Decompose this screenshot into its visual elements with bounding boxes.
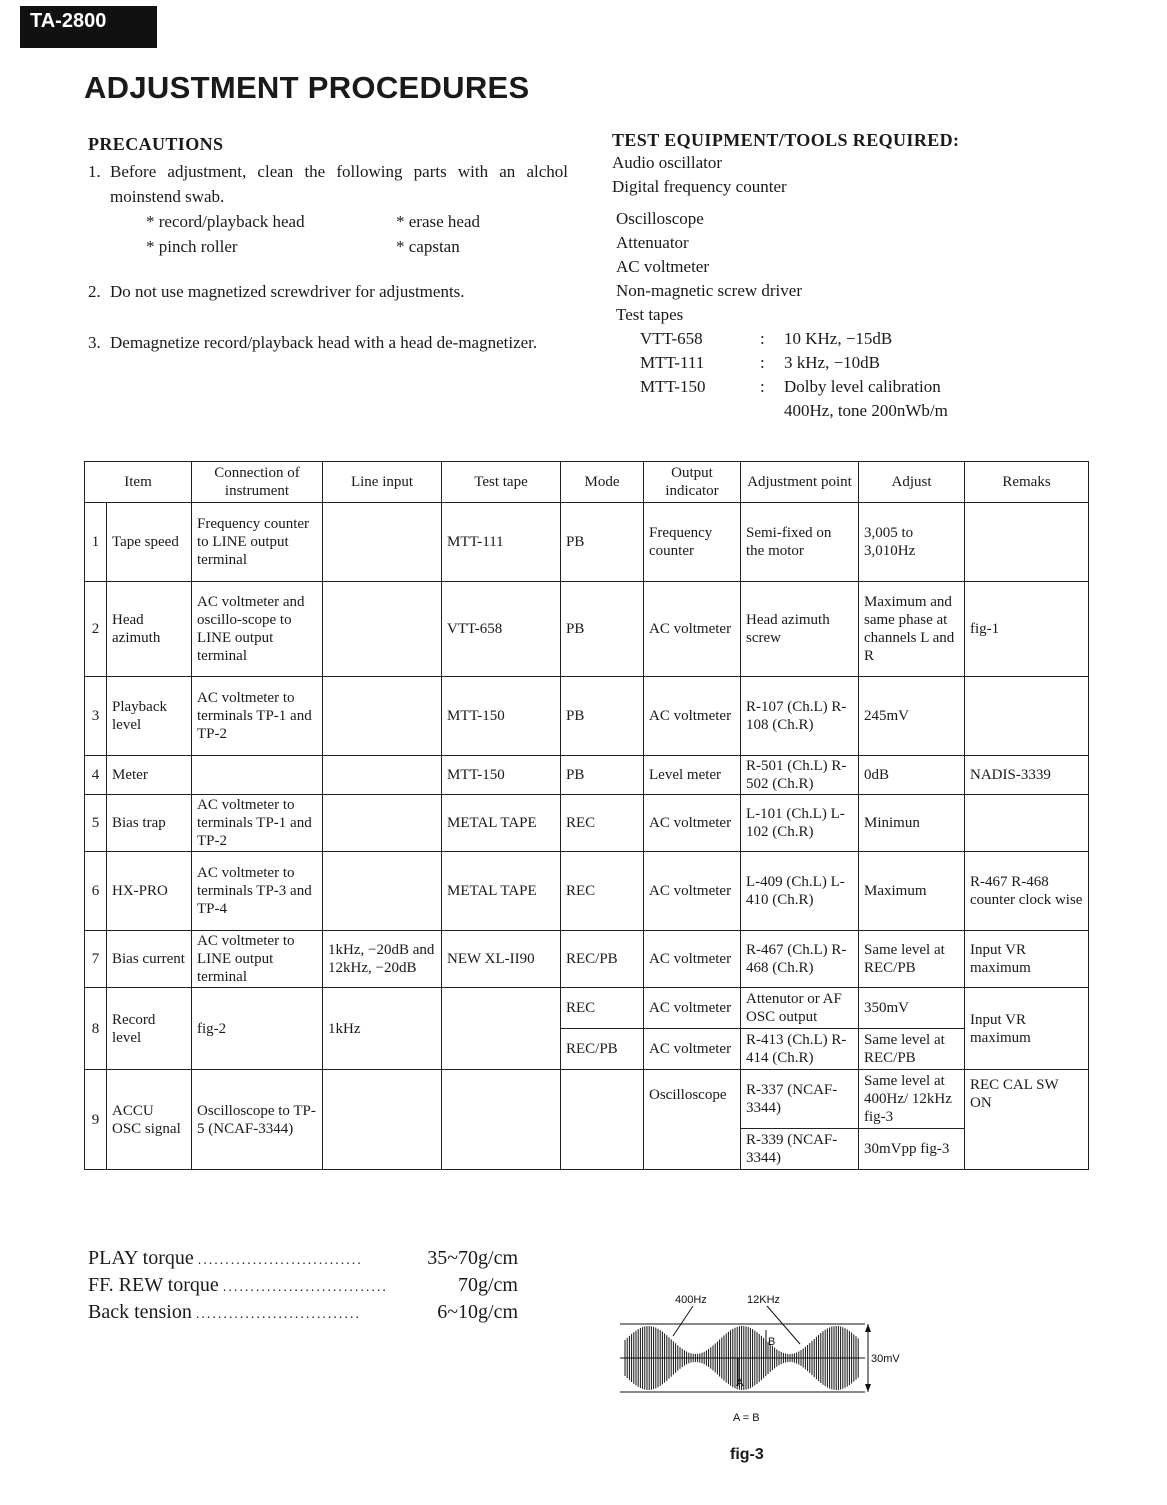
col-header: Connection of instrument [192, 462, 323, 503]
cell-remark: Input VR maximum [965, 988, 1089, 1070]
table-row [85, 503, 1089, 582]
precaution-text: Do not use magnetized screwdriver for adjustments. [110, 282, 465, 301]
cell-test-tape [442, 988, 561, 1070]
cell-remark: REC CAL SW ON [965, 1070, 1089, 1170]
cell-mode [561, 1070, 644, 1170]
label-400hz: 400Hz [675, 1294, 707, 1306]
cell-mode: REC [561, 852, 644, 931]
precaution-number: 2. [88, 282, 101, 301]
cell-point: Attenutor or AF OSC output [741, 988, 859, 1029]
cell-connection [192, 756, 323, 795]
cell-adjust: Same level at REC/PB [859, 931, 965, 988]
cell-point: R-107 (Ch.L) R-108 (Ch.R) [741, 677, 859, 756]
table-row [85, 756, 1089, 795]
spec-value: 6~10g/cm [437, 1301, 518, 1323]
label-12khz: 12KHz [747, 1294, 781, 1306]
col-header: Test tape [442, 462, 561, 503]
cell-num: 5 [85, 795, 107, 852]
cell-mode: PB [561, 582, 644, 677]
cell-mode: REC/PB [561, 931, 644, 988]
cell-mode: PB [561, 756, 644, 795]
tape-name: MTT-111 [640, 353, 705, 372]
cell-num: 1 [85, 503, 107, 582]
cell-adjust: 0dB [859, 756, 965, 795]
precaution-item [88, 330, 568, 355]
table-row [85, 852, 1089, 931]
cell-test-tape: METAL TAPE [442, 795, 561, 852]
equipment-item: Test tapes [616, 305, 684, 324]
figure-caption: fig-3 [730, 1446, 764, 1463]
cell-mode: REC [561, 988, 644, 1029]
part-item: * pinch roller [146, 237, 238, 256]
test-tape-list [640, 327, 1032, 423]
spec-row [88, 1273, 518, 1300]
cell-output: Level meter [644, 756, 741, 795]
col-header: Remaks [965, 462, 1089, 503]
cell-remark [965, 795, 1089, 852]
spec-leader: .............................. [195, 1307, 361, 1322]
table-row [85, 582, 1089, 677]
pointer-400hz [673, 1306, 693, 1336]
cell-point: R-339 (NCAF-3344) [741, 1129, 859, 1170]
cell-connection: AC voltmeter and oscillo-scope to LINE output terminal [192, 582, 323, 677]
cell-mode: REC [561, 795, 644, 852]
cell-item: Bias trap [107, 795, 192, 852]
label-30mv: 30mV [871, 1353, 900, 1365]
cell-connection: AC voltmeter to LINE output terminal [192, 931, 323, 988]
spec-label: PLAY torque [88, 1247, 194, 1269]
cell-test-tape: NEW XL-II90 [442, 931, 561, 988]
cell-item: Playback level [107, 677, 192, 756]
cell-connection: AC voltmeter to terminals TP-1 and TP-2 [192, 677, 323, 756]
cell-num: 3 [85, 677, 107, 756]
cell-point: R-501 (Ch.L) R-502 (Ch.R) [741, 756, 859, 795]
cell-point: L-101 (Ch.L) L-102 (Ch.R) [741, 795, 859, 852]
cell-connection: AC voltmeter to terminals TP-3 and TP-4 [192, 852, 323, 931]
col-header: Adjust [859, 462, 965, 503]
cell-test-tape: METAL TAPE [442, 852, 561, 931]
precaution-text: Before adjustment, clean the following parts with an alchol moinstend swab. [110, 162, 568, 206]
tape-sep: : [760, 329, 765, 348]
cell-item: Tape speed [107, 503, 192, 582]
spec-row [88, 1300, 518, 1327]
arrow-up-icon [865, 1324, 871, 1332]
cell-point: Semi-fixed on the motor [741, 503, 859, 582]
table-row [85, 988, 1089, 1029]
cell-adjust: 30mVpp fig-3 [859, 1129, 965, 1170]
precautions-section [88, 134, 568, 355]
adjustment-table [84, 461, 1089, 1170]
cell-test-tape [442, 1070, 561, 1170]
precautions-heading: PRECAUTIONS [88, 134, 224, 154]
col-header: Item [85, 462, 192, 503]
precaution-item [88, 279, 568, 304]
cell-connection: Oscilloscope to TP-5 (NCAF-3344) [192, 1070, 323, 1170]
cell-connection: Frequency counter to LINE output terminal [192, 503, 323, 582]
table-row [85, 677, 1089, 756]
cell-item: Bias current [107, 931, 192, 988]
cell-remark: R-467 R-468 counter clock wise [965, 852, 1089, 931]
cell-connection: fig-2 [192, 988, 323, 1070]
cell-line-input [323, 503, 442, 582]
cell-num: 2 [85, 582, 107, 677]
cell-line-input [323, 756, 442, 795]
part-item: * capstan [396, 237, 460, 256]
cell-line-input [323, 1070, 442, 1170]
cell-adjust: 245mV [859, 677, 965, 756]
cell-output: AC voltmeter [644, 1029, 741, 1070]
label-b: B [768, 1336, 776, 1348]
equipment-item: Attenuator [616, 233, 689, 252]
cell-test-tape: MTT-150 [442, 677, 561, 756]
part-item: * record/playback head [146, 212, 305, 231]
equipment-item: Non-magnetic screw driver [616, 281, 802, 300]
waveform-figure [615, 1288, 915, 1478]
cell-item: HX-PRO [107, 852, 192, 931]
precaution-number: 3. [88, 333, 101, 352]
cell-test-tape: VTT-658 [442, 582, 561, 677]
cell-line-input [323, 795, 442, 852]
equipment-item: Audio oscillator [612, 153, 723, 172]
cell-point: Head azimuth screw [741, 582, 859, 677]
arrow-down-icon [865, 1384, 871, 1392]
tape-desc: 3 kHz, −10dB [784, 353, 880, 372]
cell-line-input [323, 582, 442, 677]
spec-leader: .............................. [197, 1253, 363, 1268]
cell-item: Record level [107, 988, 192, 1070]
table-row [85, 931, 1089, 988]
table-header-row [85, 462, 1089, 503]
cell-remark [965, 503, 1089, 582]
spec-leader: .............................. [222, 1280, 388, 1295]
equipment-heading: TEST EQUIPMENT/TOOLS REQUIRED: [612, 130, 960, 150]
spec-label: Back tension [88, 1301, 192, 1323]
cell-adjust: Minimun [859, 795, 965, 852]
cell-point: L-409 (Ch.L) L-410 (Ch.R) [741, 852, 859, 931]
tape-desc: 10 KHz, −15dB [784, 329, 893, 348]
cell-remark: fig-1 [965, 582, 1089, 677]
tape-name: MTT-150 [640, 377, 706, 396]
cell-output: AC voltmeter [644, 582, 741, 677]
precaution-item [88, 159, 568, 209]
col-header: Output indicator [644, 462, 741, 503]
equipment-item: AC voltmeter [616, 257, 710, 276]
tape-name: VTT-658 [640, 329, 703, 348]
cell-remark: Input VR maximum [965, 931, 1089, 988]
table-row [85, 795, 1089, 852]
cell-connection: AC voltmeter to terminals TP-1 and TP-2 [192, 795, 323, 852]
precaution-number: 1. [88, 162, 101, 181]
tape-sep: : [760, 353, 765, 372]
tape-desc-extra: 400Hz, tone 200nWb/m [784, 401, 948, 420]
cell-point: R-413 (Ch.L) R-414 (Ch.R) [741, 1029, 859, 1070]
cell-output: AC voltmeter [644, 852, 741, 931]
cell-num: 6 [85, 852, 107, 931]
page-title: ADJUSTMENT PROCEDURES [84, 70, 530, 105]
cell-remark: NADIS-3339 [965, 756, 1089, 795]
part-item: * erase head [396, 212, 481, 231]
cell-num: 4 [85, 756, 107, 795]
cell-line-input [323, 852, 442, 931]
cell-output: AC voltmeter [644, 931, 741, 988]
table-row [85, 1070, 1089, 1129]
equipment-item: Digital frequency counter [612, 177, 787, 196]
cell-line-input [323, 677, 442, 756]
spec-label: FF. REW torque [88, 1274, 219, 1296]
cell-remark [965, 677, 1089, 756]
cell-num: 9 [85, 1070, 107, 1170]
equipment-list [612, 151, 1032, 327]
cell-adjust: 3,005 to 3,010Hz [859, 503, 965, 582]
spec-value: 70g/cm [458, 1274, 518, 1296]
cell-output: Oscilloscope [644, 1070, 741, 1170]
cell-test-tape: MTT-111 [442, 503, 561, 582]
cell-test-tape: MTT-150 [442, 756, 561, 795]
cell-output: AC voltmeter [644, 677, 741, 756]
cell-item: ACCU OSC signal [107, 1070, 192, 1170]
label-a-equals-b: A = B [733, 1412, 760, 1424]
cell-num: 7 [85, 931, 107, 988]
cell-point: R-467 (Ch.L) R-468 (Ch.R) [741, 931, 859, 988]
col-header: Mode [561, 462, 644, 503]
cell-point: R-337 (NCAF-3344) [741, 1070, 859, 1129]
cell-output: AC voltmeter [644, 795, 741, 852]
cell-mode: PB [561, 677, 644, 756]
col-header: Line input [323, 462, 442, 503]
cell-adjust: 350mV [859, 988, 965, 1029]
equipment-section [612, 130, 1032, 423]
cell-adjust: Same level at REC/PB [859, 1029, 965, 1070]
tape-desc: Dolby level calibration [784, 377, 941, 396]
label-a: A [736, 1377, 744, 1389]
cell-adjust: Maximum [859, 852, 965, 931]
cell-line-input: 1kHz [323, 988, 442, 1070]
cell-output: Frequency counter [644, 503, 741, 582]
precaution-text: Demagnetize record/playback head with a head de-magnetizer. [110, 333, 538, 352]
equipment-item: Oscilloscope [616, 209, 704, 228]
parts-list [146, 209, 568, 259]
cell-item: Meter [107, 756, 192, 795]
spec-value: 35~70g/cm [427, 1247, 518, 1269]
tape-sep: : [760, 377, 765, 396]
cell-mode: REC/PB [561, 1029, 644, 1070]
cell-item: Head azimuth [107, 582, 192, 677]
col-header: Adjustment point [741, 462, 859, 503]
cell-line-input: 1kHz, −20dB and 12kHz, −20dB [323, 931, 442, 988]
model-tag: TA-2800 [20, 6, 157, 48]
cell-adjust: Same level at 400Hz/ 12kHz fig-3 [859, 1070, 965, 1129]
cell-adjust: Maximum and same phase at channels L and R [859, 582, 965, 677]
cell-mode: PB [561, 503, 644, 582]
torque-specs [88, 1246, 518, 1327]
cell-num: 8 [85, 988, 107, 1070]
spec-row [88, 1246, 518, 1273]
cell-output: AC voltmeter [644, 988, 741, 1029]
